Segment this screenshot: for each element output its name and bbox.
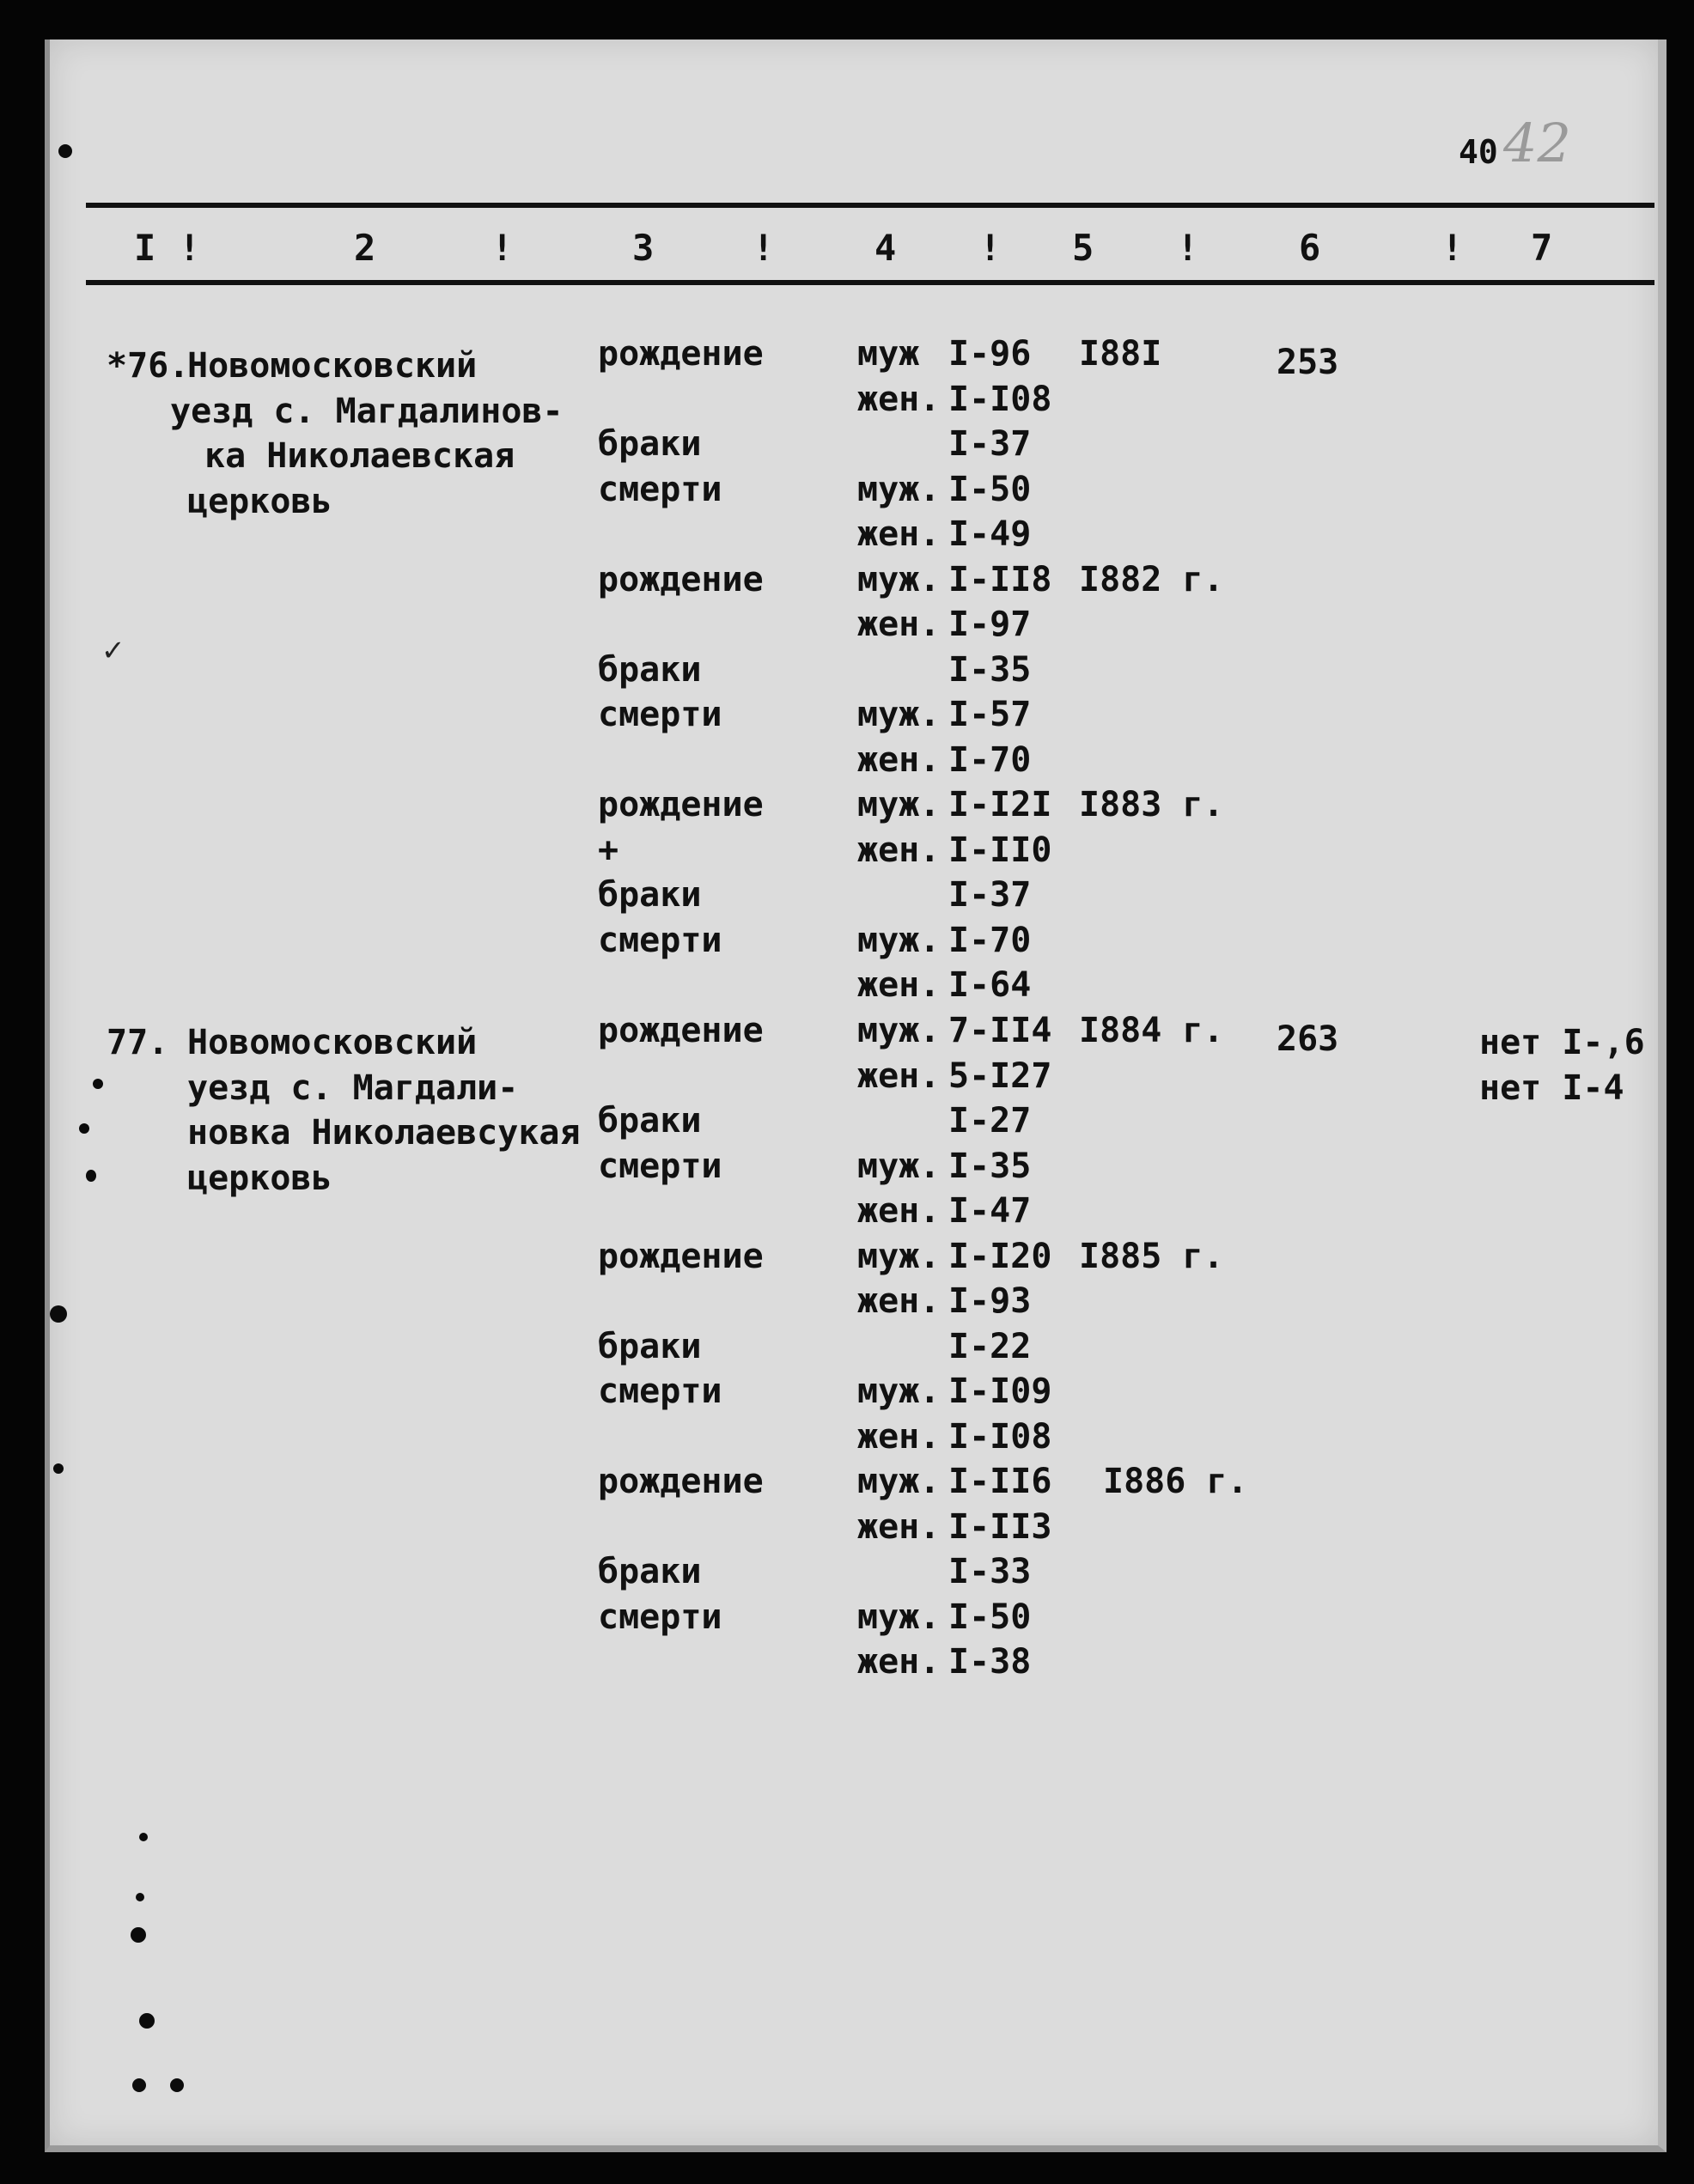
record-count: I-I20 — [948, 1236, 1052, 1276]
record-count: I-35 — [948, 1146, 1032, 1186]
binding-hole — [170, 2078, 184, 2092]
record-count: I-37 — [948, 424, 1032, 464]
binding-hole — [58, 144, 72, 158]
record-sex: муж. — [857, 1462, 941, 1501]
binding-hole — [93, 1079, 103, 1089]
record-type: смерти — [598, 1146, 722, 1186]
binding-hole — [136, 1893, 144, 1901]
record-count: I-50 — [948, 469, 1032, 509]
record-type: рождение — [598, 1462, 764, 1501]
binding-hole — [86, 1170, 96, 1182]
record-year: I885 г. — [1079, 1236, 1224, 1276]
record-count: I-49 — [948, 514, 1032, 554]
record-count: I-II8 — [948, 559, 1052, 599]
record-sex: муж. — [857, 920, 941, 960]
missing-note: нет I-,6 — [1479, 1023, 1645, 1062]
record-type: рождение — [598, 559, 764, 599]
record-type: браки — [598, 1326, 702, 1366]
record-sex: жен. — [857, 830, 941, 870]
archive-fond-number: 253 — [1277, 343, 1339, 382]
record-count: I-70 — [948, 920, 1032, 960]
record-count: I-II0 — [948, 830, 1052, 870]
record-sex: жен. — [857, 965, 941, 1005]
header-col-5: 5 — [1072, 227, 1094, 269]
record-count: I-96 — [948, 334, 1032, 374]
check-mark-icon: ✓ — [103, 630, 123, 668]
record-count: I-33 — [948, 1552, 1032, 1591]
record-count: I-93 — [948, 1281, 1032, 1321]
header-col-3: 3 — [632, 227, 655, 269]
record-sex: жен. — [857, 1191, 941, 1231]
binding-hole — [79, 1123, 89, 1134]
missing-note: нет I-4 — [1479, 1068, 1624, 1108]
record-type: смерти — [598, 469, 722, 509]
header-col-7: 7 — [1531, 227, 1553, 269]
record-sex: жен. — [857, 605, 941, 644]
record-year: I88I — [1079, 334, 1162, 374]
record-year: I886 г. — [1103, 1462, 1248, 1501]
record-type: + — [598, 830, 619, 870]
record-sex: муж. — [857, 1146, 941, 1186]
record-count: I-37 — [948, 875, 1032, 915]
record-count: I-I08 — [948, 379, 1052, 419]
binding-hole — [131, 1927, 146, 1943]
record-year: I882 г. — [1079, 559, 1224, 599]
header-separator: ! — [1441, 227, 1464, 269]
folio-handwritten-number: 42 — [1503, 112, 1571, 174]
record-year: I884 г. — [1079, 1011, 1224, 1050]
header-separator: ! — [1177, 227, 1199, 269]
record-type: смерти — [598, 920, 722, 960]
header-bottom-rule — [86, 280, 1654, 285]
record-count: I-47 — [948, 1191, 1032, 1231]
record-count: I-II3 — [948, 1506, 1052, 1547]
record-sex: муж. — [857, 1597, 941, 1637]
entry-number: 77. — [107, 1023, 169, 1062]
record-sex: муж — [857, 334, 920, 374]
record-count: I-57 — [948, 695, 1032, 734]
record-type: браки — [598, 875, 702, 915]
header-col-6: 6 — [1299, 227, 1321, 269]
record-type: браки — [598, 1552, 702, 1591]
header-separator: ! — [179, 227, 201, 269]
binding-hole — [132, 2078, 146, 2092]
record-type: рождение — [598, 334, 764, 374]
record-sex: муж. — [857, 1372, 941, 1411]
record-year: I883 г. — [1079, 785, 1224, 824]
record-count: I-38 — [948, 1642, 1032, 1682]
record-sex: муж. — [857, 785, 941, 824]
record-sex: муж. — [857, 695, 941, 734]
record-count: I-I08 — [948, 1416, 1052, 1457]
header-separator: ! — [979, 227, 1002, 269]
record-sex: жен. — [857, 1506, 941, 1547]
record-type: рождение — [598, 1011, 764, 1050]
record-count: I-50 — [948, 1597, 1032, 1637]
parish-name-line: церковь — [187, 1158, 332, 1198]
parish-name-line: новка Николаевсукая — [187, 1113, 581, 1153]
record-type: смерти — [598, 695, 722, 734]
record-count: I-I09 — [948, 1372, 1052, 1411]
parish-name-line: Новомосковский — [187, 346, 478, 386]
record-count: I-35 — [948, 649, 1032, 690]
record-type: рождение — [598, 1236, 764, 1276]
parish-name-line: церковь — [187, 481, 332, 521]
archive-fond-number: 263 — [1277, 1019, 1339, 1059]
parish-name-line: ка Николаевская — [204, 436, 515, 476]
record-count: I-70 — [948, 739, 1032, 780]
record-sex: жен. — [857, 1416, 941, 1457]
parish-name-line: Новомосковский — [187, 1023, 478, 1062]
record-count: I-I2I — [948, 785, 1052, 824]
record-sex: жен. — [857, 739, 941, 780]
record-count: I-27 — [948, 1101, 1032, 1141]
record-sex: муж. — [857, 1011, 941, 1050]
binding-hole — [53, 1463, 64, 1474]
header-top-rule — [86, 203, 1654, 208]
record-sex: муж. — [857, 1236, 941, 1276]
record-sex: жен. — [857, 514, 941, 554]
record-type: смерти — [598, 1597, 722, 1637]
record-sex: жен. — [857, 1281, 941, 1321]
binding-hole — [50, 1305, 67, 1323]
parish-name-line: уезд с. Магдалинов- — [170, 391, 564, 431]
record-type: браки — [598, 424, 702, 464]
record-count: I-97 — [948, 605, 1032, 644]
record-sex: муж. — [857, 469, 941, 509]
entry-number: *76. — [107, 346, 190, 386]
record-type: рождение — [598, 785, 764, 824]
record-sex: жен. — [857, 1055, 941, 1096]
folio-typed-number: 40 — [1459, 133, 1498, 171]
record-count: 7-II4 — [948, 1011, 1052, 1050]
record-count: I-64 — [948, 965, 1032, 1005]
record-type: смерти — [598, 1372, 722, 1411]
record-sex: жен. — [857, 379, 941, 419]
record-count: I-II6 — [948, 1462, 1052, 1501]
record-type: браки — [598, 1101, 702, 1141]
header-separator: ! — [491, 227, 514, 269]
binding-hole — [139, 2013, 155, 2029]
record-sex: муж. — [857, 559, 941, 599]
header-col-1: I — [134, 227, 156, 269]
record-type: браки — [598, 649, 702, 690]
header-col-2: 2 — [354, 227, 376, 269]
record-count: 5-I27 — [948, 1055, 1052, 1096]
binding-hole — [139, 1833, 148, 1841]
parish-name-line: уезд с. Магдали- — [187, 1068, 519, 1108]
record-count: I-22 — [948, 1326, 1032, 1366]
header-separator: ! — [753, 227, 775, 269]
archive-page — [45, 40, 1667, 2152]
record-sex: жен. — [857, 1642, 941, 1682]
header-col-4: 4 — [874, 227, 897, 269]
